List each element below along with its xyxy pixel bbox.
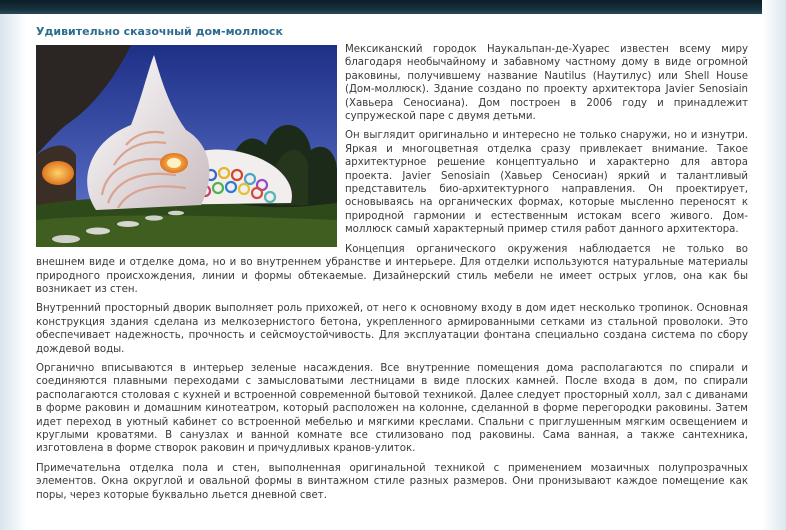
page-background-left [0, 0, 26, 530]
article-paragraph-1: Мексиканский городок Наукальпан-де-Хуарес известен всему миру благодаря необычайному и забавному частному дому в виде огромной раковины, получившему название Nautilus (Наутилус) или Shell House (Дом-моллюск). Здание создано по проекту архитектора Javier Senosiain (Хавьера Сеносиана). Дом построен в 2006 году и принадлежит супружеской паре с двумя детьми. [345, 44, 748, 123]
article-paragraph-5: Органично вписываются в интерьер зеленые насаждения. Все внутренние помещения дома располагаются по спирали и соединяются плавными переходами с замысловатыми лестницами в виде плоских камней. После входа в дом, по спирали располагаются столовая с кухней и встроенной современной бытовой техникой. Далее следует просторный холл, зал с диванами в форме раковин и домашним кинотеатром, который расположен на колонне, сделанной в форме перегородки раковины. Затем идет переход в уютный кабинет со встроенной мебелью и мягкими креслами. Спальни с приглушенным мягким освещением и круглыми кроватями. В санузлах и ванной комнате все стилизовано под раковины. Сама ванная, а также сантехника, изготовлена в форме створок раковин и причудливых кранов-улиток. [36, 362, 748, 455]
article-paragraph-3: Концепция органического окружения наблюдается не только во внешнем виде и отделке дома, но и во внутреннем убранстве и интерьере. Для отделки используются натуральные материалы природного происхождения, линии и формы обтекаемые. Дизайнерский стиль мебели не имеет острых углов, она как бы возникает из стен. [36, 243, 748, 295]
page-background-right [762, 0, 786, 530]
site-header-bar [0, 0, 762, 14]
article-title[interactable]: Удивительно сказочный дом-моллюск [36, 25, 283, 38]
article-paragraph-4: Внутренний просторный дворик выполняет роль прихожей, от него к основному входу в дом идет несколько тропинок. Основная конструкция здания сделана из мелкозернистого бетона, укрепленного армированными сетками из стальной проволоки. Это обеспечивает надежность, прочность и сейсмоустойчивость. Для эксплуатации фонтана специально создана система по сбору дождевой воды. [36, 303, 748, 355]
photo-spacer [36, 43, 337, 248]
article-container [26, 14, 762, 530]
article-paragraph-2: Он выглядит оригинально и интересно не только снаружи, но и изнутри. Яркая и многоцветная отделка сразу привлекает внимание. Такое архитектурное решение концептуально и характерно для автора проекта. Javier Senosiain (Хавьер Сеносиан) яркий и талантливый представитель био-архитектурного направления. Он проектирует, основываясь на органических формах, которые мысленно переносят к природной гармонии и естественным истокам всего живого. Дом-моллюск самый характерный пример стиля работ данного архитектора. [345, 130, 748, 236]
article-body [36, 43, 748, 508]
article-paragraph-6: Примечательна отделка пола и стен, выполненная оригинальной техникой с применением мозаичных полупрозрачных элементов. Окна округлой и овальной формы в винтажном стиле разных размеров. Они пронизывают каждое помещение как поры, через которые буквально льется дневной свет. [36, 462, 748, 501]
